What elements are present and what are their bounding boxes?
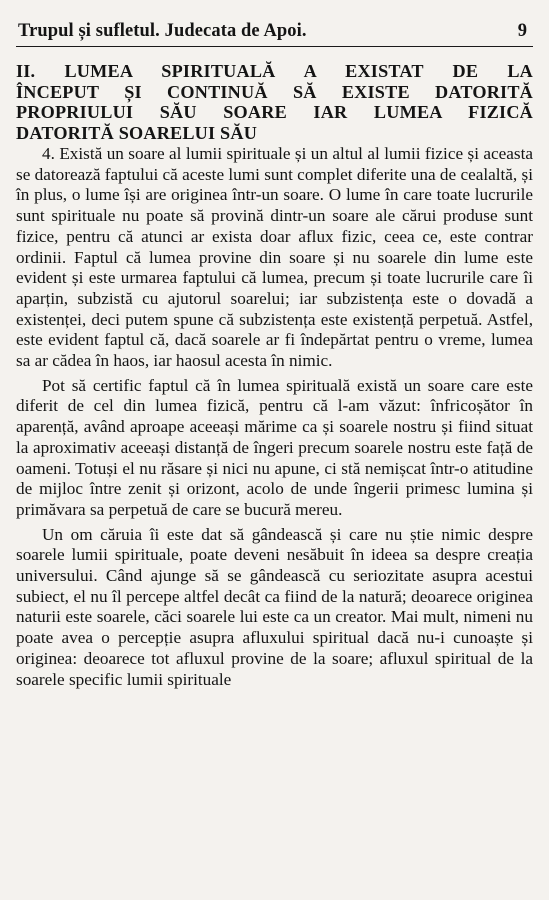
body-text [16, 144, 533, 690]
header-rule [16, 46, 533, 47]
running-header [16, 20, 533, 42]
page-number: 9 [517, 21, 527, 41]
section-title [16, 61, 533, 143]
section-title-line: ÎNCEPUT ȘI CONTINUĂ SĂ EXISTE DATORITĂ [16, 81, 533, 102]
paragraph: Pot să certific faptul că în lumea spirituală există un soare care este diferit de cel din lumea fizică, pentru că l-am văzut: înfricoșător în aparență, având aproape aceeași mărime ca și soarele nostru și fiind situat la aproximativ aceeași distanță de îngeri precum soarele nostru este față de oameni. Totuși el nu răsare și nici nu apune, ci stă nemișcat într-o atitudine de mijloc între zenit și orizont, acolo de unde îngerii primesc lumina și primăvara sa perpetuă de care se bucură mereu. [16, 375, 533, 519]
section-title-line: PROPRIULUI SĂU SOARE IAR LUMEA FIZICĂ [16, 102, 533, 122]
section-title-line: DATORITĂ SOARELUI SĂU [16, 122, 258, 143]
paragraph: Un om căruia îi este dat să gândească și care nu știe nimic despre soarele lumii spirituale, poate deveni nesăbuit în ideea sa despre creația universului. Când ajunge să se gândească cu seriozitate asupra acestui subiect, el nu îl percepe altfel decât ca fiind de la natură; deoarece originea naturii este soarele, căci soarele lui este ca un creator. Mai mult, nimeni nu poate avea o percepție asupra afluxului spiritual dacă nu-i cunoaște și originea: deoarece tot afluxul provine de la soare; afluxul spiritual de la soarele specific lumii spirituale [16, 524, 533, 689]
section-title-line: II. LUMEA SPIRITUALĂ A EXISTAT DE LA [16, 61, 533, 81]
running-title: Trupul și sufletul. Judecata de Apoi. [18, 21, 307, 41]
paragraph: 4. Există un soare al lumii spirituale și un altul al lumii fizice și aceasta se datorează faptului că aceste lumi sunt complet diferite una de cealaltă, și în plus, o lume își are originea într-un soare. O lume în care toate lucrurile sunt spirituale nu poate să provină dintr-un soare ale cărui produse sunt fizice, pentru că atunci ar exista doar aflux fizic, ceea ce, este contrar ordinii. Faptul că lumea provine din soare și nu soarele din lume este evident și este urmarea faptului că lumea, precum și toate lucrurile care îi aparțin, subzistă cu ajutorul soarelui; iar subzistența este o dovadă a existenței, deci putem spune că subzistența este existență perpetuă. Astfel, este evident faptul că, dacă soarele ar fi îndepărtat pentru o vreme, lumea sa ar cădea în haos, iar haosul acesta în nimic. [16, 144, 533, 371]
